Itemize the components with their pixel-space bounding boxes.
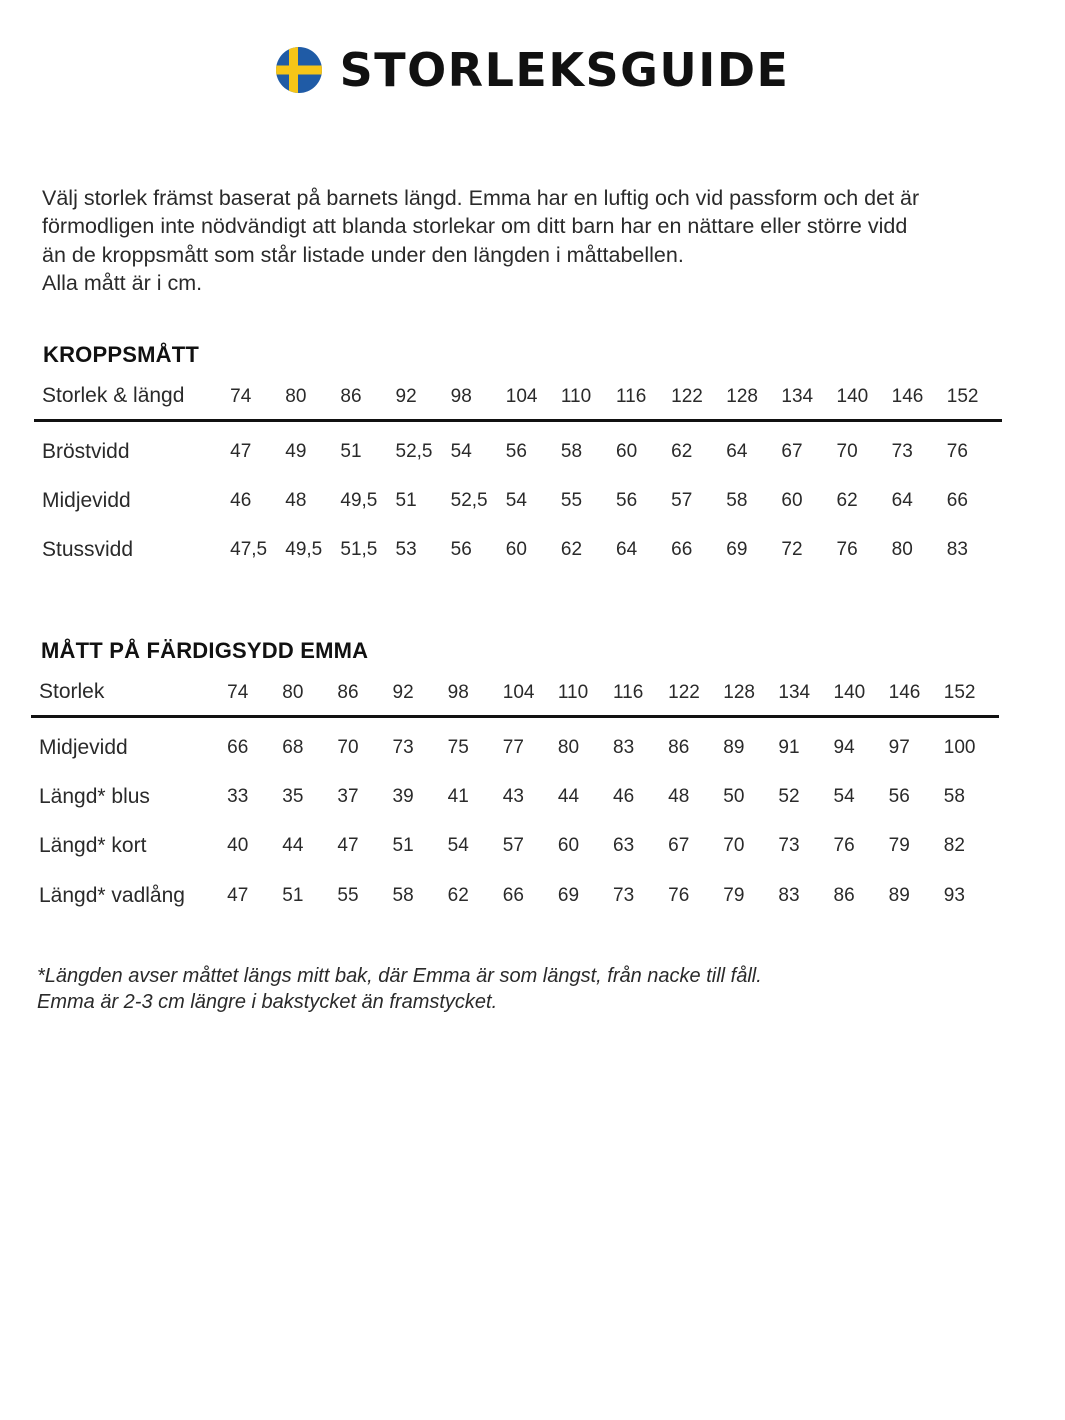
value-cell: 52,5: [450, 489, 488, 511]
body-measurements-table: [34, 378, 1002, 575]
value-cell: 89: [723, 736, 745, 758]
value-cell: 64: [616, 539, 638, 561]
value-cell: 60: [505, 539, 527, 561]
size-header-cell: 86: [337, 674, 392, 716]
value-cell: 49,5: [340, 489, 378, 511]
value-cell: 48: [668, 785, 690, 807]
header-label: Storlek: [31, 674, 227, 716]
value-cell: 77: [502, 736, 524, 758]
value-cell: 33: [227, 785, 249, 807]
value-cell: 66: [502, 884, 524, 906]
row-label: Midjevidd: [42, 488, 131, 512]
value-cell: 67: [668, 835, 690, 857]
size-header-cell: 74: [230, 378, 285, 420]
value-cell: 100: [943, 736, 976, 758]
value-cell: 76: [668, 884, 690, 906]
size-header-cell: 128: [726, 378, 781, 420]
value-cell: 51: [395, 489, 417, 511]
size-header-cell: 122: [668, 674, 723, 716]
value-cell: 57: [671, 489, 693, 511]
value-cell: 58: [943, 785, 965, 807]
size-header-cell: 104: [506, 378, 561, 420]
value-cell: 58: [726, 489, 748, 511]
value-cell: 69: [726, 539, 748, 561]
row-label: Stussvidd: [42, 538, 134, 562]
value-cell: 54: [447, 835, 469, 857]
row-label: Midjevidd: [39, 735, 128, 759]
size-header-cell: 92: [393, 674, 448, 716]
value-cell: 73: [613, 884, 635, 906]
footnote-line: *Längden avser måttet längs mitt bak, där Emma är som längst, från nacke till fåll.: [37, 965, 762, 987]
value-cell: 46: [613, 785, 635, 807]
footnote-line: Emma är 2-3 cm längre i bakstycket än framstycket.: [37, 991, 498, 1013]
value-cell: 51: [282, 884, 304, 906]
value-cell: 80: [891, 539, 913, 561]
swedish-flag-icon: [276, 47, 322, 93]
row-label: Bröstvidd: [42, 439, 130, 463]
value-cell: 93: [943, 884, 965, 906]
value-cell: 51: [340, 440, 362, 462]
value-cell: 73: [778, 835, 800, 857]
size-header-cell: 86: [340, 378, 395, 420]
value-cell: 56: [505, 440, 527, 462]
intro-line: Alla mått är i cm.: [42, 270, 203, 295]
size-header-cell: 80: [285, 378, 340, 420]
value-cell: 70: [723, 835, 745, 857]
size-header-cell: 134: [778, 674, 833, 716]
finished-measurements-table: [31, 674, 999, 921]
value-cell: 76: [946, 440, 968, 462]
value-cell: 54: [833, 785, 855, 807]
value-cell: 37: [337, 785, 359, 807]
footnote: [37, 963, 1027, 1015]
value-cell: 60: [557, 835, 580, 857]
value-cell: 83: [613, 736, 635, 758]
value-cell: 79: [888, 835, 910, 857]
value-cell: 94: [833, 736, 855, 758]
value-cell: 49,5: [285, 539, 323, 561]
value-cell: 97: [888, 736, 910, 758]
value-cell: 56: [888, 785, 910, 807]
value-cell: 68: [282, 736, 304, 758]
size-header-cell: 140: [837, 378, 892, 420]
size-header-cell: 146: [889, 674, 944, 716]
finished-measurements-title: MÅTT PÅ FÄRDIGSYDD EMMA: [41, 638, 369, 663]
size-header-cell: 98: [451, 378, 506, 420]
value-cell: 70: [337, 736, 359, 758]
value-cell: 39: [392, 785, 414, 807]
value-cell: 60: [616, 440, 638, 462]
value-cell: 44: [557, 785, 580, 807]
size-header-cell: 140: [834, 674, 889, 716]
size-header-cell: 134: [781, 378, 836, 420]
value-cell: 54: [505, 489, 527, 511]
page-title: STORLEKSGUIDE: [339, 43, 790, 97]
value-cell: 53: [395, 539, 417, 561]
size-header-cell: 152: [947, 378, 1002, 420]
body-measurements-title: KROPPSMÅTT: [43, 342, 199, 367]
value-cell: 83: [946, 539, 968, 561]
value-cell: 47: [230, 440, 252, 462]
row-label: Längd* kort: [39, 834, 147, 858]
size-header-cell: 146: [892, 378, 947, 420]
page-header: [0, 40, 1065, 100]
intro-line: Välj storlek främst baserat på barnets längd. Emma har en luftig och vid passform och det är: [42, 186, 920, 210]
value-cell: 46: [230, 489, 252, 511]
table-row: [34, 420, 1002, 476]
table-row: [31, 871, 999, 921]
table-row: [34, 526, 1002, 576]
value-cell: 50: [723, 785, 745, 807]
value-cell: 54: [450, 440, 472, 462]
value-cell: 58: [392, 884, 414, 906]
value-cell: 62: [836, 489, 858, 511]
value-cell: 62: [560, 539, 583, 561]
value-cell: 56: [616, 489, 638, 511]
header-label: Storlek & längd: [34, 378, 230, 420]
value-cell: 47,5: [230, 539, 268, 561]
value-cell: 66: [671, 539, 693, 561]
value-cell: 75: [447, 736, 469, 758]
size-header-cell: 104: [503, 674, 558, 716]
value-cell: 63: [613, 835, 635, 857]
value-cell: 52: [778, 785, 800, 807]
value-cell: 86: [668, 736, 690, 758]
value-cell: 76: [836, 539, 858, 561]
table-row: [31, 822, 999, 872]
value-cell: 55: [560, 489, 583, 511]
value-cell: 55: [337, 884, 359, 906]
value-cell: 60: [781, 489, 803, 511]
value-cell: 49: [285, 440, 307, 462]
row-label: Längd* vadlång: [39, 883, 185, 907]
size-header-cell: 128: [723, 674, 778, 716]
value-cell: 57: [502, 835, 524, 857]
value-cell: 64: [726, 440, 748, 462]
value-cell: 51: [392, 835, 414, 857]
value-cell: 41: [447, 785, 469, 807]
value-cell: 47: [337, 835, 359, 857]
value-cell: 73: [392, 736, 414, 758]
table-header-row: [34, 378, 1002, 420]
row-label: Längd* blus: [39, 784, 150, 808]
value-cell: 64: [891, 489, 913, 511]
value-cell: 83: [778, 884, 800, 906]
size-header-cell: 98: [448, 674, 503, 716]
size-header-cell: 152: [944, 674, 999, 716]
value-cell: 43: [502, 785, 524, 807]
size-header-cell: 110: [558, 674, 613, 716]
value-cell: 82: [943, 835, 965, 857]
value-cell: 58: [560, 440, 583, 462]
size-header-cell: 110: [561, 378, 616, 420]
value-cell: 56: [450, 539, 472, 561]
value-cell: 35: [282, 785, 304, 807]
value-cell: 86: [833, 884, 855, 906]
value-cell: 47: [227, 884, 249, 906]
table-row: [31, 716, 999, 772]
value-cell: 52,5: [395, 440, 433, 462]
value-cell: 89: [888, 884, 910, 906]
table-row: [34, 476, 1002, 526]
value-cell: 66: [227, 736, 249, 758]
value-cell: 73: [891, 440, 913, 462]
intro-text: [42, 184, 1032, 297]
size-header-cell: 80: [282, 674, 337, 716]
value-cell: 76: [833, 835, 855, 857]
intro-line: förmodligen inte nödvändigt att blanda storlekar om ditt barn har en nättare eller större vidd: [42, 214, 908, 239]
value-cell: 69: [557, 884, 580, 906]
value-cell: 72: [781, 539, 803, 561]
size-header-cell: 122: [671, 378, 726, 420]
value-cell: 80: [557, 736, 580, 758]
value-cell: 79: [723, 884, 745, 906]
size-header-cell: 92: [396, 378, 451, 420]
value-cell: 91: [778, 736, 800, 758]
intro-line: än de kroppsmått som står listade under den längden i måttabellen.: [42, 242, 684, 267]
value-cell: 62: [671, 440, 693, 462]
size-header-cell: 74: [227, 674, 282, 716]
value-cell: 48: [285, 489, 307, 511]
value-cell: 44: [282, 835, 304, 857]
table-row: [31, 772, 999, 822]
value-cell: 67: [781, 440, 803, 462]
value-cell: 40: [227, 835, 249, 857]
value-cell: 62: [447, 884, 469, 906]
value-cell: 51,5: [340, 539, 378, 561]
size-header-cell: 116: [616, 378, 671, 420]
value-cell: 70: [836, 440, 858, 462]
value-cell: 66: [946, 489, 968, 511]
size-header-cell: 116: [613, 674, 668, 716]
table-header-row: [31, 674, 999, 716]
